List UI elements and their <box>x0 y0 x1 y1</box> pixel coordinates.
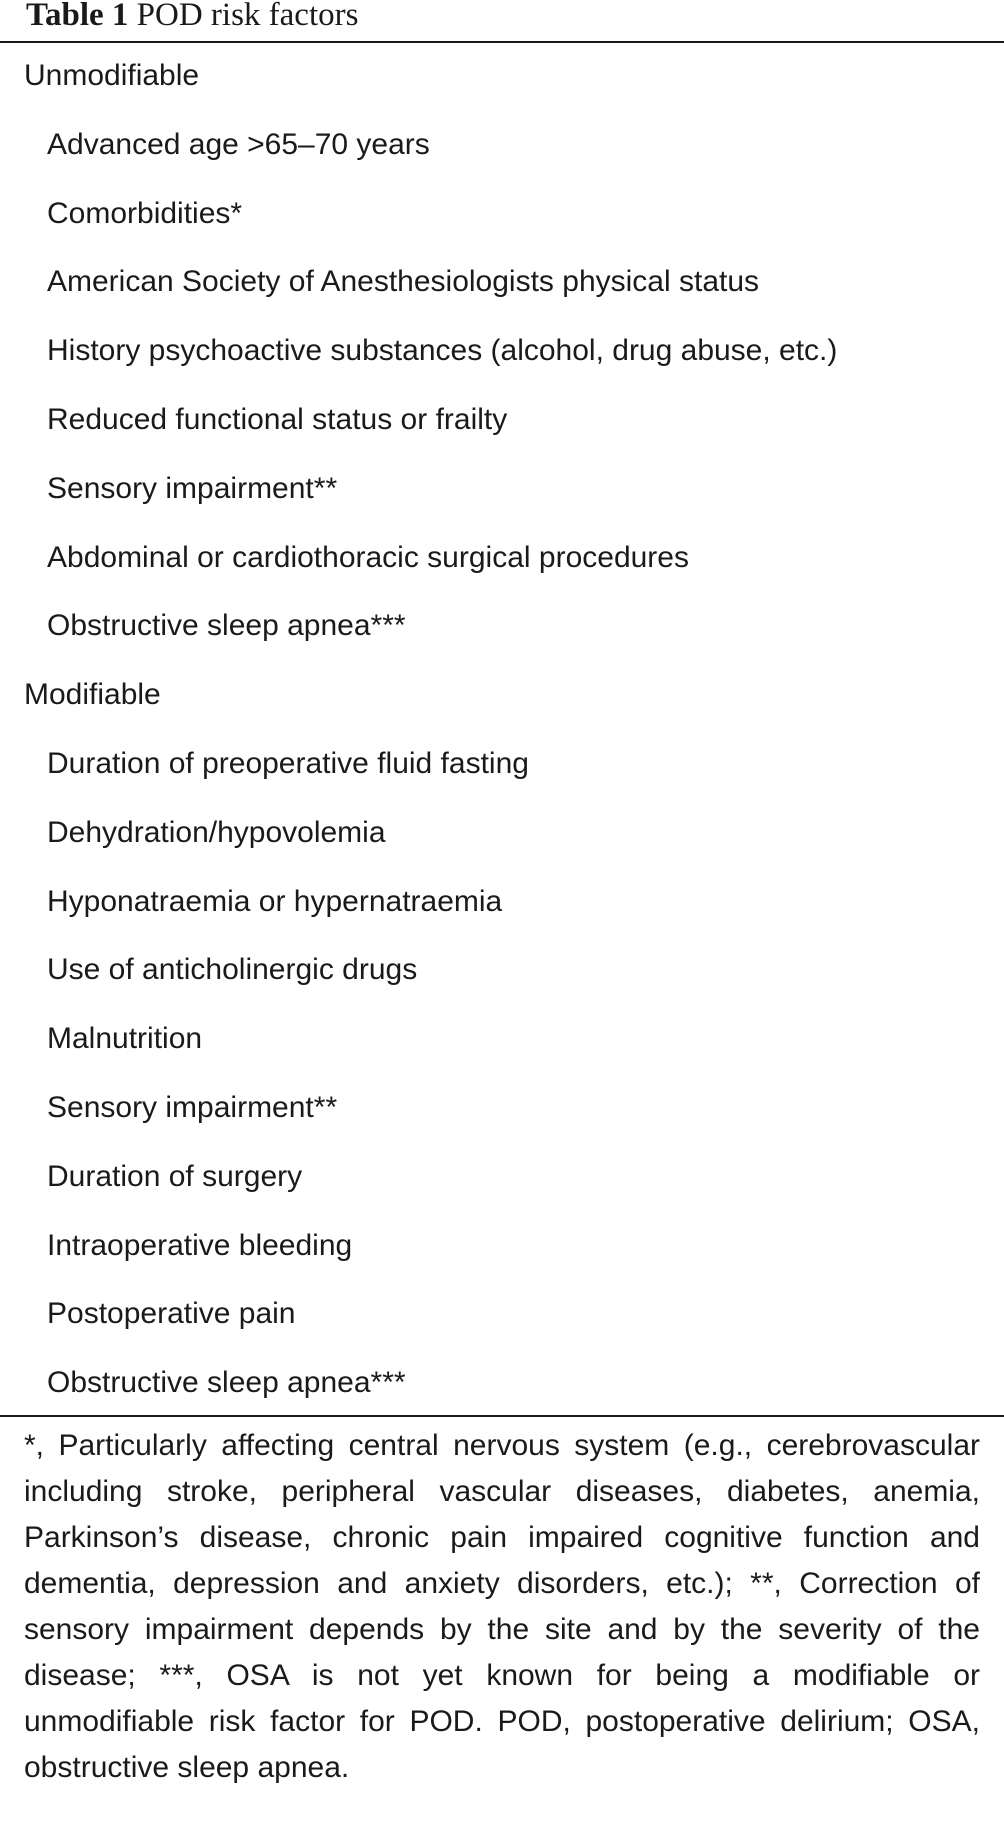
table-title: POD risk factors <box>136 0 359 33</box>
risk-factor-row: Comorbidities* <box>47 196 243 230</box>
risk-factor-row: Reduced functional status or frailty <box>47 402 508 436</box>
risk-factor-row: Abdominal or cardiothoracic surgical procedures <box>47 540 689 574</box>
risk-factor-row: Dehydration/hypovolemia <box>47 815 386 849</box>
risk-factor-row: Sensory impairment** <box>47 471 338 505</box>
risk-factor-row: American Society of Anesthesiologists physical status <box>47 265 760 299</box>
risk-factor-row: Postoperative pain <box>47 1297 296 1331</box>
risk-factor-table-body <box>0 42 1004 1418</box>
section-header: Modifiable <box>24 678 161 712</box>
bottom-rule <box>0 1415 1004 1417</box>
risk-factor-row: Intraoperative bleeding <box>47 1228 353 1262</box>
risk-factor-row: Obstructive sleep apnea*** <box>47 609 406 643</box>
risk-factor-row: Malnutrition <box>47 1022 203 1056</box>
table-footnote: *, Particularly affecting central nervous system (e.g., cerebrovascular including stroke, peripheral vascular diseases, diabetes, anemia, Parkinson’s disease, chronic pain impaired cognitive function and dementia, depression and anxiety disorders, etc.); **, Correction of sensory impairment depends by the site and by the severity of the disease; ***, OSA is not yet known for being a modifiable or unmodifiable risk factor for POD. POD, postoperative delirium; OSA, obstructive sleep apnea. <box>24 1429 980 1784</box>
risk-factor-row: Advanced age >65–70 years <box>47 127 430 161</box>
risk-factor-row: History psychoactive substances (alcohol, drug abuse, etc.) <box>47 334 838 368</box>
risk-factor-row: Hyponatraemia or hypernatraemia <box>47 884 503 918</box>
section-header: Unmodifiable <box>24 59 200 92</box>
risk-factor-row: Duration of preoperative fluid fasting <box>47 746 529 780</box>
table-caption <box>26 0 358 40</box>
table-label: Table 1 <box>26 0 129 33</box>
risk-factor-row: Sensory impairment** <box>47 1090 338 1124</box>
risk-factor-row: Duration of surgery <box>47 1159 303 1193</box>
risk-factor-row: Use of anticholinergic drugs <box>47 953 418 987</box>
risk-factor-row: Obstructive sleep apnea*** <box>47 1366 406 1400</box>
